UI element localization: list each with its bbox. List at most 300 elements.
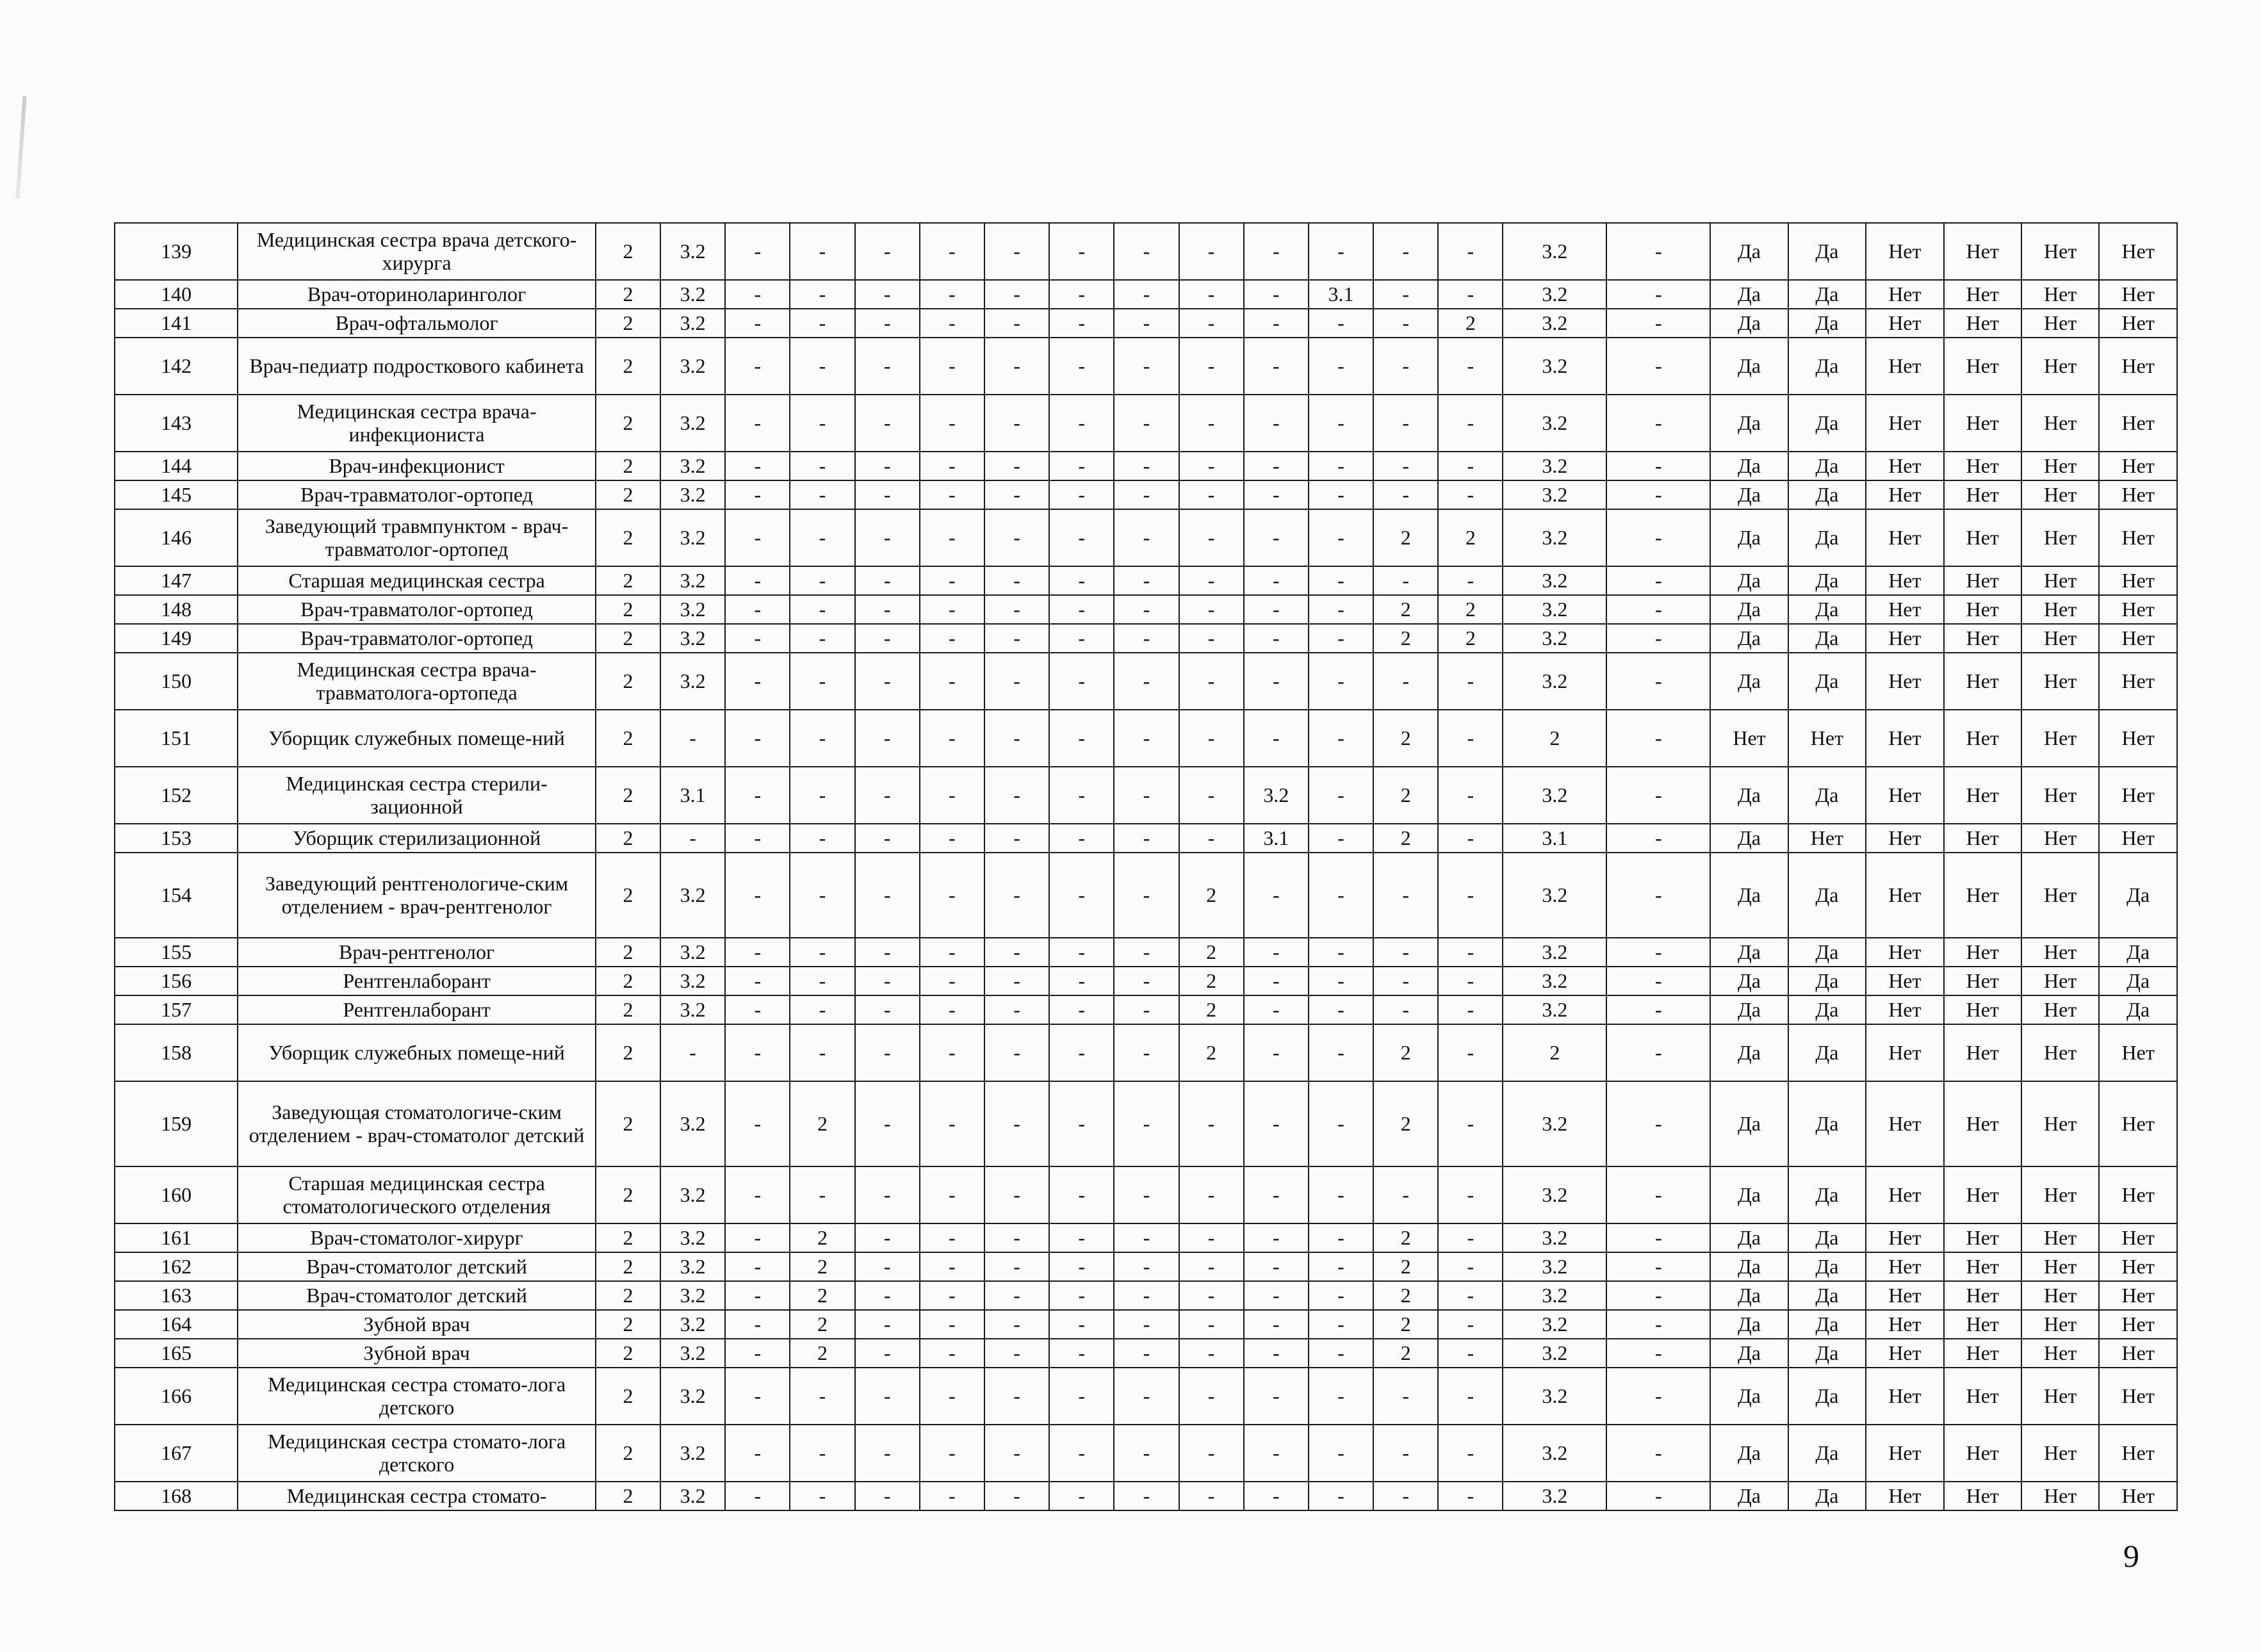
value-cell: - bbox=[1309, 1339, 1373, 1368]
value-cell: - bbox=[1606, 624, 1710, 653]
position-name-cell: Медицинская сестра врача-инфекциониста bbox=[238, 395, 596, 452]
value-cell: - bbox=[855, 1482, 920, 1510]
value-cell: - bbox=[660, 824, 725, 853]
value-cell: 2 bbox=[1179, 1024, 1244, 1081]
value-cell: - bbox=[1244, 938, 1309, 967]
value-cell: 2 bbox=[1373, 1310, 1438, 1339]
value-cell: 3.2 bbox=[660, 624, 725, 653]
value-cell: 3.2 bbox=[1503, 223, 1606, 280]
value-cell: Нет bbox=[2021, 1081, 2099, 1166]
value-cell: 2 bbox=[596, 595, 660, 624]
value-cell: Нет bbox=[2021, 824, 2099, 853]
value-cell: Нет bbox=[1866, 1281, 1943, 1310]
value-cell: Да bbox=[2099, 938, 2177, 967]
value-cell: - bbox=[1309, 223, 1373, 280]
value-cell: 2 bbox=[596, 1223, 660, 1252]
value-cell: - bbox=[790, 223, 854, 280]
value-cell: - bbox=[1244, 967, 1309, 995]
value-cell: - bbox=[855, 624, 920, 653]
value-cell: - bbox=[725, 309, 790, 338]
row-number-cell: 159 bbox=[115, 1081, 238, 1166]
value-cell: - bbox=[855, 710, 920, 767]
value-cell: 3.2 bbox=[660, 338, 725, 395]
value-cell: Нет bbox=[2021, 967, 2099, 995]
value-cell: Да bbox=[1710, 223, 1788, 280]
table-row bbox=[115, 624, 2177, 653]
value-cell: Нет bbox=[1866, 1024, 1943, 1081]
value-cell: - bbox=[1114, 1024, 1179, 1081]
position-name-cell: Старшая медицинская сестра стоматологического отделения bbox=[238, 1166, 596, 1223]
value-cell: Да bbox=[1710, 1252, 1788, 1281]
value-cell: Да bbox=[1788, 1310, 1866, 1339]
value-cell: - bbox=[725, 710, 790, 767]
value-cell: Нет bbox=[2099, 824, 2177, 853]
value-cell: - bbox=[1309, 1368, 1373, 1425]
value-cell: Да bbox=[2099, 967, 2177, 995]
table-row bbox=[115, 1281, 2177, 1310]
value-cell: - bbox=[984, 338, 1049, 395]
value-cell: - bbox=[725, 280, 790, 309]
value-cell: - bbox=[1049, 509, 1114, 566]
value-cell: - bbox=[1114, 480, 1179, 509]
table-row bbox=[115, 995, 2177, 1024]
value-cell: - bbox=[1606, 509, 1710, 566]
value-cell: - bbox=[1373, 1482, 1438, 1510]
value-cell: - bbox=[920, 1310, 984, 1339]
value-cell: Да bbox=[1710, 1425, 1788, 1482]
value-cell: Нет bbox=[1944, 1310, 2021, 1339]
value-cell: 3.2 bbox=[1503, 1081, 1606, 1166]
value-cell: - bbox=[1244, 653, 1309, 710]
value-cell: - bbox=[920, 995, 984, 1024]
value-cell: Нет bbox=[2099, 767, 2177, 824]
value-cell: - bbox=[1244, 1252, 1309, 1281]
value-cell: Нет bbox=[1944, 1081, 2021, 1166]
value-cell: Нет bbox=[2021, 338, 2099, 395]
value-cell: 3.2 bbox=[660, 1368, 725, 1425]
value-cell: - bbox=[1179, 710, 1244, 767]
value-cell: - bbox=[1179, 1482, 1244, 1510]
value-cell: - bbox=[1244, 1368, 1309, 1425]
value-cell: - bbox=[1049, 995, 1114, 1024]
value-cell: - bbox=[1244, 480, 1309, 509]
value-cell: 3.2 bbox=[660, 1482, 725, 1510]
row-number-cell: 142 bbox=[115, 338, 238, 395]
position-name-cell: Зубной врач bbox=[238, 1339, 596, 1368]
value-cell: - bbox=[984, 767, 1049, 824]
value-cell: Нет bbox=[2021, 1024, 2099, 1081]
value-cell: - bbox=[920, 624, 984, 653]
value-cell: - bbox=[725, 1081, 790, 1166]
value-cell: - bbox=[855, 1368, 920, 1425]
value-cell: Нет bbox=[2099, 309, 2177, 338]
value-cell: Нет bbox=[2021, 653, 2099, 710]
position-name-cell: Врач-оториноларинголог bbox=[238, 280, 596, 309]
value-cell: - bbox=[1179, 1166, 1244, 1223]
value-cell: 2 bbox=[596, 1081, 660, 1166]
value-cell: 2 bbox=[596, 480, 660, 509]
value-cell: - bbox=[790, 452, 854, 480]
position-name-cell: Медицинская сестра стомато-лога детского bbox=[238, 1425, 596, 1482]
value-cell: - bbox=[790, 338, 854, 395]
value-cell: - bbox=[725, 509, 790, 566]
value-cell: Нет bbox=[2021, 1482, 2099, 1510]
value-cell: - bbox=[855, 1425, 920, 1482]
value-cell: Нет bbox=[1866, 1482, 1943, 1510]
value-cell: Нет bbox=[2099, 509, 2177, 566]
value-cell: - bbox=[1606, 1252, 1710, 1281]
value-cell: Нет bbox=[1944, 452, 2021, 480]
value-cell: - bbox=[1114, 1281, 1179, 1310]
value-cell: Нет bbox=[1866, 1223, 1943, 1252]
value-cell: - bbox=[1244, 1223, 1309, 1252]
value-cell: - bbox=[1244, 1081, 1309, 1166]
value-cell: Нет bbox=[2099, 452, 2177, 480]
value-cell: - bbox=[984, 1482, 1049, 1510]
table-row bbox=[115, 395, 2177, 452]
row-number-cell: 168 bbox=[115, 1482, 238, 1510]
value-cell: 3.2 bbox=[1503, 938, 1606, 967]
table-row bbox=[115, 480, 2177, 509]
value-cell: - bbox=[1606, 1368, 1710, 1425]
value-cell: - bbox=[725, 995, 790, 1024]
table-row bbox=[115, 1166, 2177, 1223]
value-cell: - bbox=[855, 480, 920, 509]
page-number: 9 bbox=[2123, 1538, 2139, 1574]
value-cell: - bbox=[920, 1166, 984, 1223]
value-cell: - bbox=[855, 995, 920, 1024]
value-cell: Да bbox=[1710, 1223, 1788, 1252]
value-cell: - bbox=[790, 595, 854, 624]
value-cell: 3.1 bbox=[1309, 280, 1373, 309]
value-cell: Да bbox=[1710, 824, 1788, 853]
value-cell: - bbox=[1606, 1425, 1710, 1482]
value-cell: - bbox=[984, 995, 1049, 1024]
value-cell: 2 bbox=[790, 1281, 854, 1310]
value-cell: 3.2 bbox=[1503, 1368, 1606, 1425]
value-cell: - bbox=[1373, 1166, 1438, 1223]
row-number-cell: 163 bbox=[115, 1281, 238, 1310]
value-cell: 3.2 bbox=[660, 223, 725, 280]
value-cell: 2 bbox=[596, 1482, 660, 1510]
value-cell: Нет bbox=[1866, 280, 1943, 309]
value-cell: Нет bbox=[2099, 1166, 2177, 1223]
table-body bbox=[115, 223, 2177, 1510]
position-name-cell: Рентгенлаборант bbox=[238, 967, 596, 995]
value-cell: Нет bbox=[2021, 624, 2099, 653]
value-cell: - bbox=[1049, 338, 1114, 395]
value-cell: - bbox=[1606, 1081, 1710, 1166]
value-cell: 3.2 bbox=[1503, 1223, 1606, 1252]
row-number-cell: 164 bbox=[115, 1310, 238, 1339]
value-cell: 3.2 bbox=[1503, 1482, 1606, 1510]
value-cell: - bbox=[855, 938, 920, 967]
value-cell: - bbox=[1049, 595, 1114, 624]
value-cell: - bbox=[1309, 1223, 1373, 1252]
value-cell: Да bbox=[1710, 452, 1788, 480]
value-cell: Да bbox=[1788, 1339, 1866, 1368]
value-cell: - bbox=[1049, 853, 1114, 938]
value-cell: - bbox=[1244, 223, 1309, 280]
value-cell: - bbox=[1309, 309, 1373, 338]
value-cell: - bbox=[725, 480, 790, 509]
value-cell: - bbox=[920, 595, 984, 624]
value-cell: Нет bbox=[2099, 480, 2177, 509]
value-cell: Нет bbox=[1866, 624, 1943, 653]
value-cell: - bbox=[1244, 853, 1309, 938]
value-cell: 2 bbox=[1503, 710, 1606, 767]
value-cell: 2 bbox=[790, 1081, 854, 1166]
value-cell: - bbox=[790, 280, 854, 309]
value-cell: - bbox=[1309, 509, 1373, 566]
value-cell: - bbox=[790, 480, 854, 509]
row-number-cell: 143 bbox=[115, 395, 238, 452]
value-cell: 3.2 bbox=[660, 995, 725, 1024]
position-name-cell: Медицинская сестра стомато- bbox=[238, 1482, 596, 1510]
value-cell: - bbox=[1244, 509, 1309, 566]
value-cell: - bbox=[1049, 767, 1114, 824]
value-cell: - bbox=[920, 566, 984, 595]
value-cell: - bbox=[1438, 853, 1503, 938]
value-cell: - bbox=[1606, 309, 1710, 338]
value-cell: 3.2 bbox=[1503, 338, 1606, 395]
value-cell: Да bbox=[1710, 1024, 1788, 1081]
value-cell: 2 bbox=[596, 938, 660, 967]
value-cell: - bbox=[920, 509, 984, 566]
table-row bbox=[115, 1339, 2177, 1368]
value-cell: - bbox=[1438, 1252, 1503, 1281]
value-cell: - bbox=[984, 1223, 1049, 1252]
value-cell: - bbox=[1244, 395, 1309, 452]
value-cell: Нет bbox=[2099, 338, 2177, 395]
row-number-cell: 148 bbox=[115, 595, 238, 624]
value-cell: - bbox=[1309, 1482, 1373, 1510]
value-cell: - bbox=[1438, 1024, 1503, 1081]
value-cell: Нет bbox=[2099, 1024, 2177, 1081]
value-cell: - bbox=[1438, 995, 1503, 1024]
value-cell: Да bbox=[1710, 995, 1788, 1024]
value-cell: - bbox=[920, 280, 984, 309]
position-name-cell: Рентгенлаборант bbox=[238, 995, 596, 1024]
value-cell: 2 bbox=[596, 509, 660, 566]
value-cell: - bbox=[1438, 967, 1503, 995]
value-cell: Нет bbox=[2099, 395, 2177, 452]
value-cell: - bbox=[1049, 1339, 1114, 1368]
value-cell: Нет bbox=[2021, 509, 2099, 566]
value-cell: - bbox=[920, 1252, 984, 1281]
value-cell: - bbox=[1309, 653, 1373, 710]
value-cell: - bbox=[1606, 1339, 1710, 1368]
value-cell: Нет bbox=[2021, 395, 2099, 452]
value-cell: - bbox=[920, 938, 984, 967]
value-cell: 3.2 bbox=[1503, 395, 1606, 452]
value-cell: Да bbox=[2099, 853, 2177, 938]
value-cell: - bbox=[725, 1310, 790, 1339]
value-cell: - bbox=[1309, 824, 1373, 853]
value-cell: - bbox=[1373, 938, 1438, 967]
value-cell: 2 bbox=[1373, 1081, 1438, 1166]
value-cell: - bbox=[1373, 395, 1438, 452]
value-cell: 3.2 bbox=[660, 1166, 725, 1223]
value-cell: Нет bbox=[1866, 1425, 1943, 1482]
value-cell: - bbox=[1438, 1425, 1503, 1482]
value-cell: - bbox=[790, 653, 854, 710]
value-cell: Да bbox=[1788, 452, 1866, 480]
value-cell: Нет bbox=[2021, 1425, 2099, 1482]
value-cell: Нет bbox=[1866, 1252, 1943, 1281]
position-name-cell: Врач-травматолог-ортопед bbox=[238, 595, 596, 624]
value-cell: 2 bbox=[596, 653, 660, 710]
value-cell: - bbox=[725, 338, 790, 395]
value-cell: - bbox=[1606, 1482, 1710, 1510]
value-cell: - bbox=[725, 624, 790, 653]
value-cell: - bbox=[725, 1223, 790, 1252]
value-cell: - bbox=[1438, 223, 1503, 280]
value-cell: - bbox=[790, 395, 854, 452]
value-cell: - bbox=[1049, 395, 1114, 452]
value-cell: Да bbox=[1788, 1425, 1866, 1482]
value-cell: - bbox=[984, 938, 1049, 967]
value-cell: - bbox=[1309, 1024, 1373, 1081]
value-cell: - bbox=[790, 1482, 854, 1510]
value-cell: - bbox=[984, 566, 1049, 595]
value-cell: - bbox=[1114, 767, 1179, 824]
value-cell: 2 bbox=[1373, 767, 1438, 824]
value-cell: Нет bbox=[1944, 1368, 2021, 1425]
table-row bbox=[115, 338, 2177, 395]
value-cell: - bbox=[1049, 1368, 1114, 1425]
value-cell: 3.2 bbox=[1503, 509, 1606, 566]
value-cell: - bbox=[855, 1024, 920, 1081]
value-cell: Да bbox=[1710, 595, 1788, 624]
table-row bbox=[115, 967, 2177, 995]
value-cell: 3.2 bbox=[660, 653, 725, 710]
position-name-cell: Уборщик служебных помеще-ний bbox=[238, 710, 596, 767]
value-cell: - bbox=[1309, 624, 1373, 653]
value-cell: - bbox=[1606, 452, 1710, 480]
value-cell: - bbox=[984, 480, 1049, 509]
value-cell: - bbox=[790, 309, 854, 338]
value-cell: Нет bbox=[1944, 938, 2021, 967]
value-cell: - bbox=[790, 566, 854, 595]
value-cell: - bbox=[1179, 1252, 1244, 1281]
value-cell: Нет bbox=[2099, 1368, 2177, 1425]
value-cell: - bbox=[1309, 1081, 1373, 1166]
value-cell: 3.2 bbox=[1503, 452, 1606, 480]
value-cell: 2 bbox=[1373, 595, 1438, 624]
value-cell: 2 bbox=[596, 1425, 660, 1482]
value-cell: Да bbox=[1788, 338, 1866, 395]
value-cell: Нет bbox=[1944, 710, 2021, 767]
value-cell: - bbox=[725, 853, 790, 938]
value-cell: - bbox=[660, 710, 725, 767]
value-cell: - bbox=[1438, 566, 1503, 595]
value-cell: - bbox=[1114, 452, 1179, 480]
value-cell: 3.2 bbox=[660, 566, 725, 595]
value-cell: - bbox=[1438, 480, 1503, 509]
value-cell: 2 bbox=[596, 309, 660, 338]
value-cell: - bbox=[920, 309, 984, 338]
value-cell: Нет bbox=[1866, 480, 1943, 509]
row-number-cell: 147 bbox=[115, 566, 238, 595]
value-cell: 2 bbox=[1438, 509, 1503, 566]
value-cell: - bbox=[1049, 1223, 1114, 1252]
value-cell: - bbox=[855, 767, 920, 824]
value-cell: Да bbox=[1788, 223, 1866, 280]
value-cell: Нет bbox=[1866, 710, 1943, 767]
value-cell: - bbox=[855, 309, 920, 338]
value-cell: - bbox=[1309, 1281, 1373, 1310]
value-cell: 3.2 bbox=[1503, 1252, 1606, 1281]
value-cell: - bbox=[984, 1024, 1049, 1081]
value-cell: 3.2 bbox=[1503, 309, 1606, 338]
value-cell: Нет bbox=[1866, 824, 1943, 853]
value-cell: 3.2 bbox=[1503, 566, 1606, 595]
value-cell: - bbox=[920, 452, 984, 480]
value-cell: Нет bbox=[2099, 1482, 2177, 1510]
value-cell: - bbox=[725, 938, 790, 967]
value-cell: Нет bbox=[1944, 595, 2021, 624]
value-cell: - bbox=[1179, 452, 1244, 480]
value-cell: 2 bbox=[596, 1339, 660, 1368]
value-cell: 3.2 bbox=[660, 1339, 725, 1368]
value-cell: - bbox=[725, 1281, 790, 1310]
value-cell: - bbox=[1114, 1339, 1179, 1368]
value-cell: - bbox=[1114, 1482, 1179, 1510]
table-row bbox=[115, 824, 2177, 853]
value-cell: 2 bbox=[596, 1024, 660, 1081]
value-cell: - bbox=[1373, 223, 1438, 280]
value-cell: 2 bbox=[596, 853, 660, 938]
value-cell: 2 bbox=[1373, 1252, 1438, 1281]
value-cell: Нет bbox=[1944, 1166, 2021, 1223]
value-cell: - bbox=[1114, 1425, 1179, 1482]
row-number-cell: 158 bbox=[115, 1024, 238, 1081]
value-cell: 2 bbox=[790, 1310, 854, 1339]
value-cell: Нет bbox=[1866, 938, 1943, 967]
value-cell: Да bbox=[1710, 480, 1788, 509]
value-cell: - bbox=[1114, 967, 1179, 995]
value-cell: 2 bbox=[596, 566, 660, 595]
table-row bbox=[115, 566, 2177, 595]
value-cell: - bbox=[984, 967, 1049, 995]
value-cell: - bbox=[1114, 1081, 1179, 1166]
value-cell: - bbox=[790, 767, 854, 824]
position-name-cell: Врач-офтальмолог bbox=[238, 309, 596, 338]
value-cell: - bbox=[1179, 653, 1244, 710]
scan-artifact bbox=[15, 96, 26, 199]
value-cell: - bbox=[790, 1368, 854, 1425]
value-cell: - bbox=[1114, 566, 1179, 595]
value-cell: Нет bbox=[1866, 995, 1943, 1024]
value-cell: Да bbox=[1788, 566, 1866, 595]
position-name-cell: Уборщик стерилизационной bbox=[238, 824, 596, 853]
value-cell: Нет bbox=[1866, 1368, 1943, 1425]
value-cell: Нет bbox=[2021, 1252, 2099, 1281]
value-cell: - bbox=[1244, 566, 1309, 595]
value-cell: Нет bbox=[1866, 566, 1943, 595]
value-cell: - bbox=[725, 1252, 790, 1281]
value-cell: Да bbox=[1710, 624, 1788, 653]
position-name-cell: Уборщик служебных помеще-ний bbox=[238, 1024, 596, 1081]
value-cell: 2 bbox=[1179, 995, 1244, 1024]
value-cell: 2 bbox=[1373, 1024, 1438, 1081]
value-cell: Да bbox=[1710, 938, 1788, 967]
value-cell: Да bbox=[1788, 480, 1866, 509]
value-cell: - bbox=[1049, 452, 1114, 480]
value-cell: - bbox=[1244, 710, 1309, 767]
value-cell: - bbox=[1114, 509, 1179, 566]
